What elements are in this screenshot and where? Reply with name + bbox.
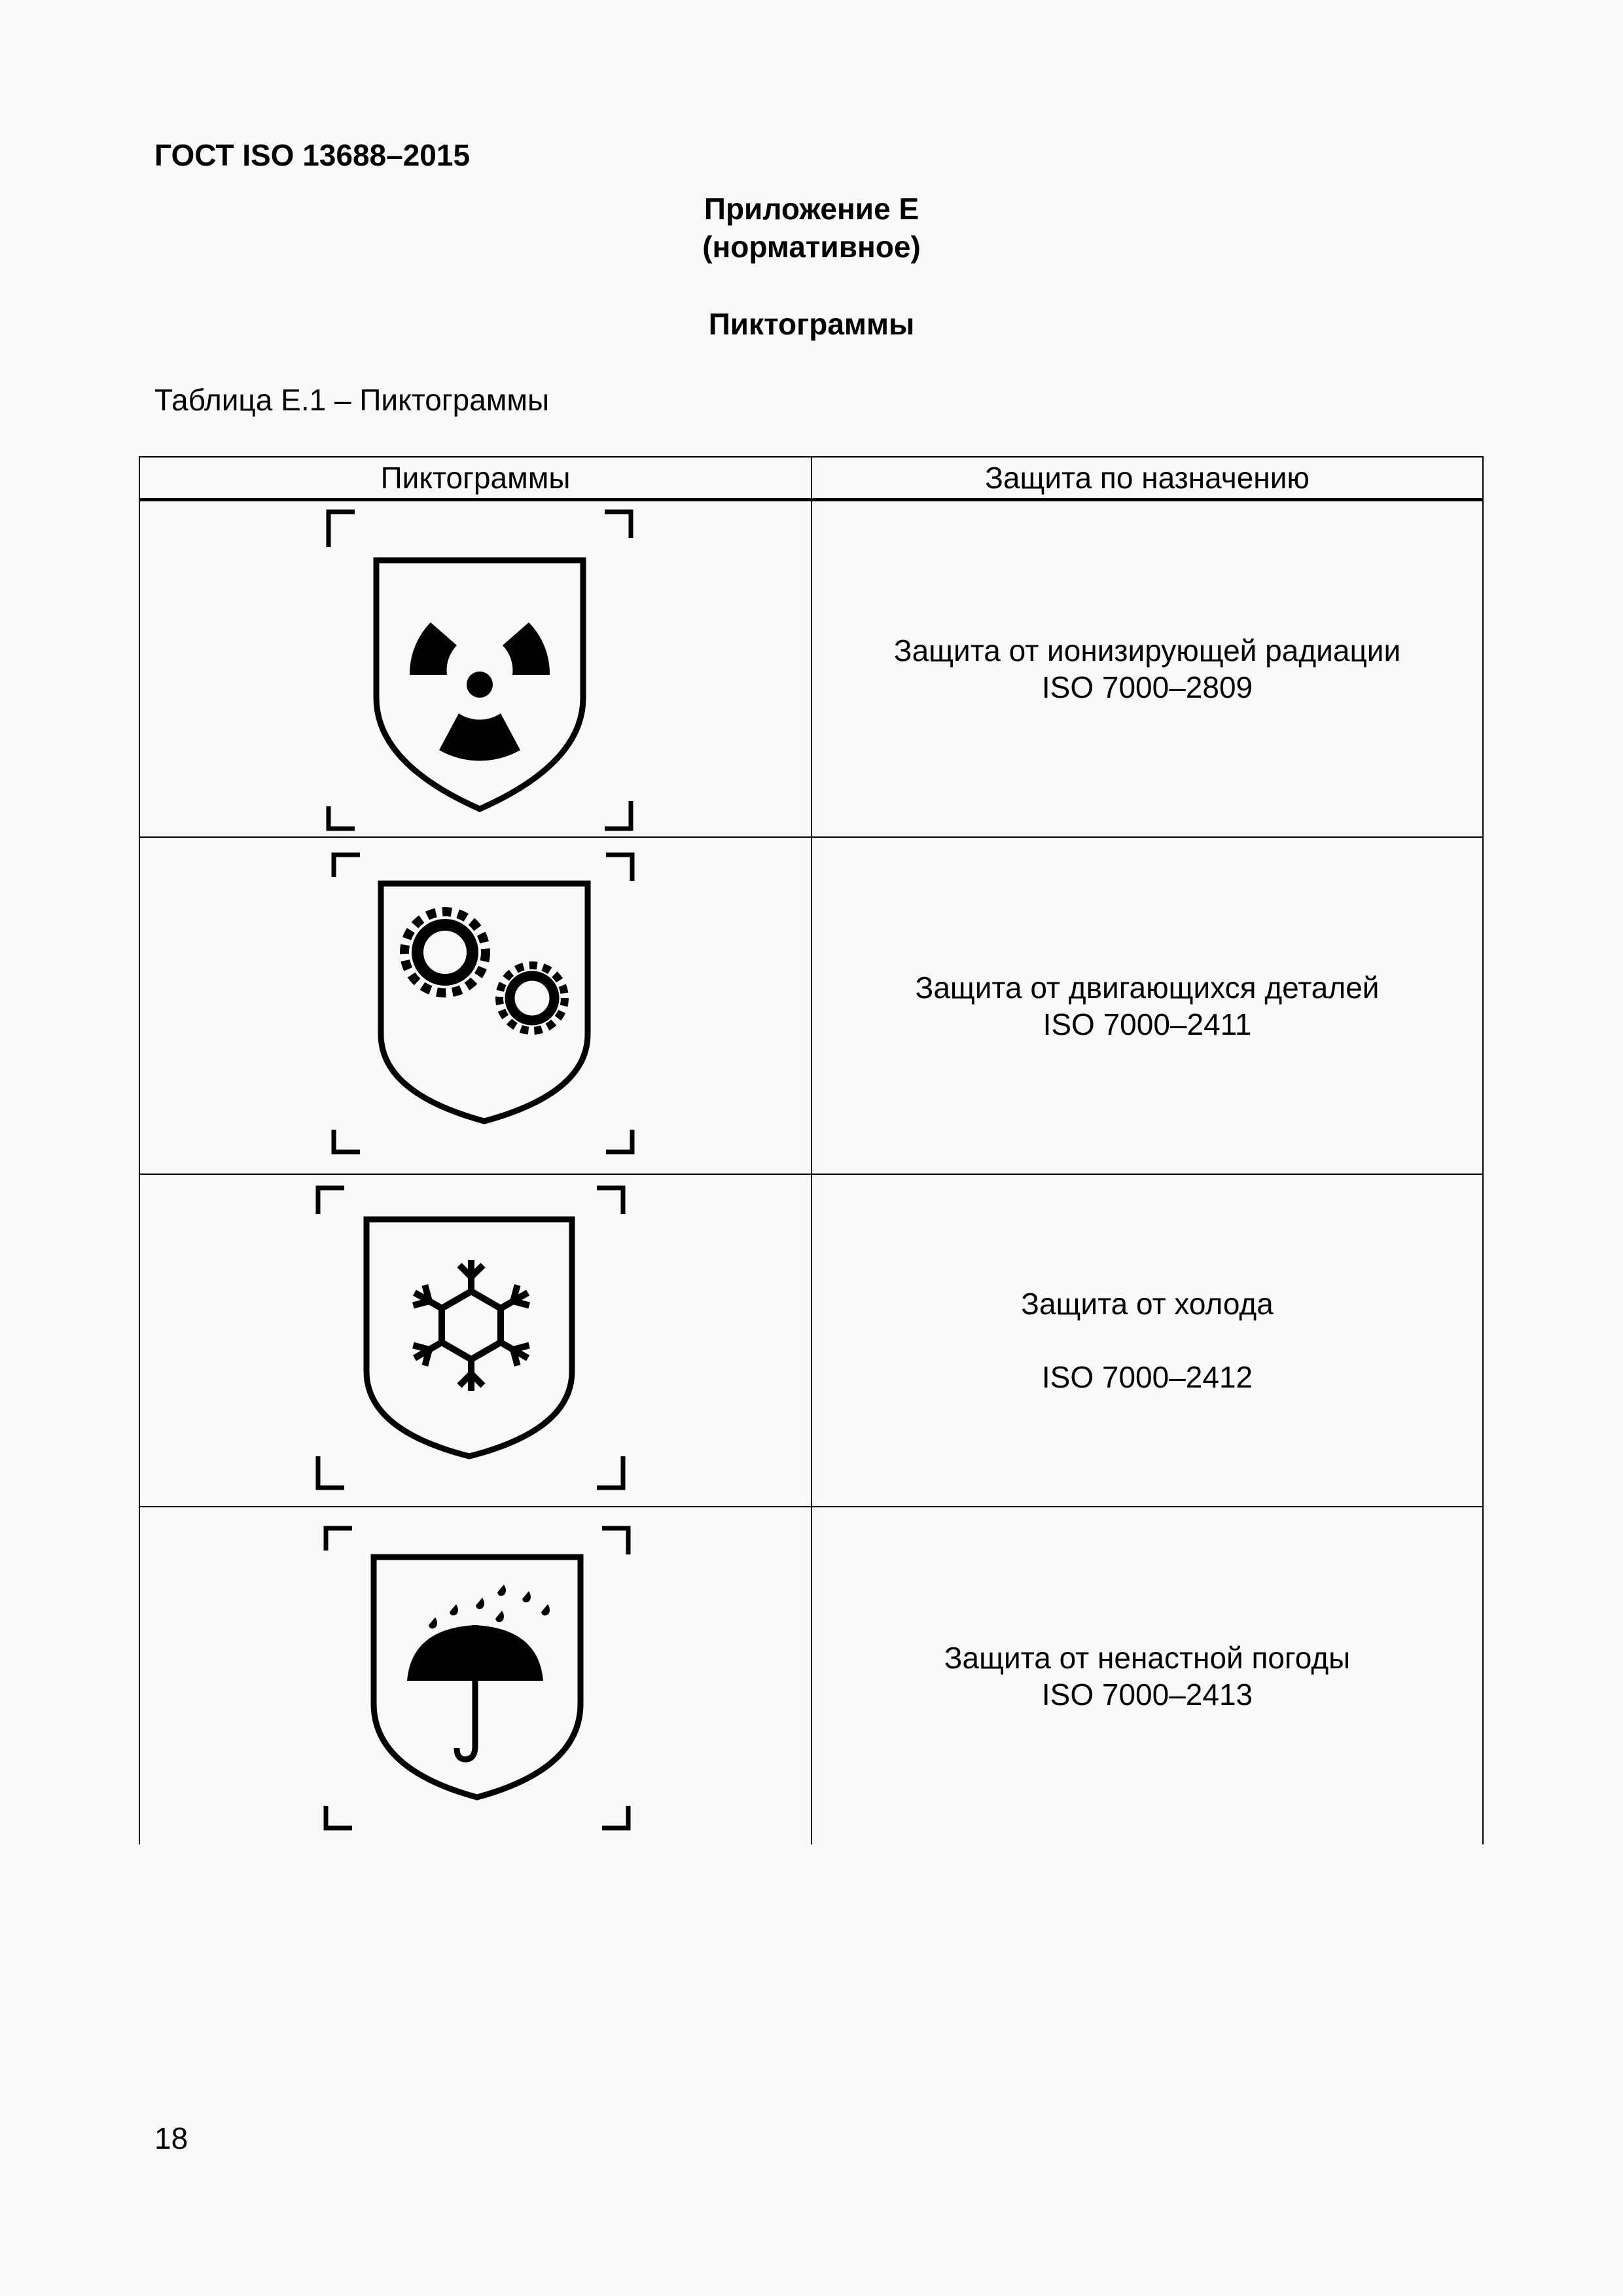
annex-title: Приложение Е	[704, 192, 919, 226]
pictogram-table	[139, 456, 1484, 1844]
snowflake-shield-icon	[140, 1175, 812, 1506]
table-caption: Таблица Е.1 – Пиктограммы	[154, 383, 550, 417]
protection-cell	[812, 1507, 1482, 1844]
protection-text: Защита от холода	[1021, 1287, 1274, 1321]
protection-cell	[812, 838, 1482, 1174]
document-code: ГОСТ ISO 13688–2015	[154, 138, 471, 172]
annex-type: (нормативное)	[702, 230, 921, 264]
protection-cell	[812, 501, 1482, 836]
standard-reference: ISO 7000–2412	[1041, 1360, 1253, 1394]
pictogram-cell	[140, 1175, 812, 1506]
standard-reference: ISO 7000–2411	[1043, 1007, 1252, 1041]
gears-shield-icon	[140, 838, 812, 1174]
table-header	[139, 456, 1484, 501]
standard-reference: ISO 7000–2413	[1041, 1677, 1253, 1712]
column-header-protection: Защита по назначению	[985, 461, 1310, 495]
column-header-pictograms: Пиктограммы	[140, 457, 812, 498]
umbrella-rain-shield-icon	[140, 1507, 812, 1844]
pictogram-cell	[140, 838, 812, 1174]
protection-text: Защита от ненастной погоды	[944, 1640, 1351, 1675]
table-row	[139, 1507, 1484, 1844]
table-row	[139, 838, 1484, 1175]
radiation-shield-icon	[140, 501, 812, 836]
annex-heading: Пиктограммы	[708, 307, 915, 341]
page-number: 18	[154, 2121, 188, 2155]
standard-reference: ISO 7000–2809	[1041, 670, 1253, 704]
protection-text: Защита от ионизирующей радиации	[893, 634, 1401, 668]
table-row	[139, 1175, 1484, 1507]
table-row	[139, 501, 1484, 838]
pictogram-cell	[140, 501, 812, 836]
protection-text: Защита от двигающихся деталей	[915, 970, 1380, 1005]
pictogram-cell	[140, 1507, 812, 1844]
protection-cell	[812, 1175, 1482, 1506]
